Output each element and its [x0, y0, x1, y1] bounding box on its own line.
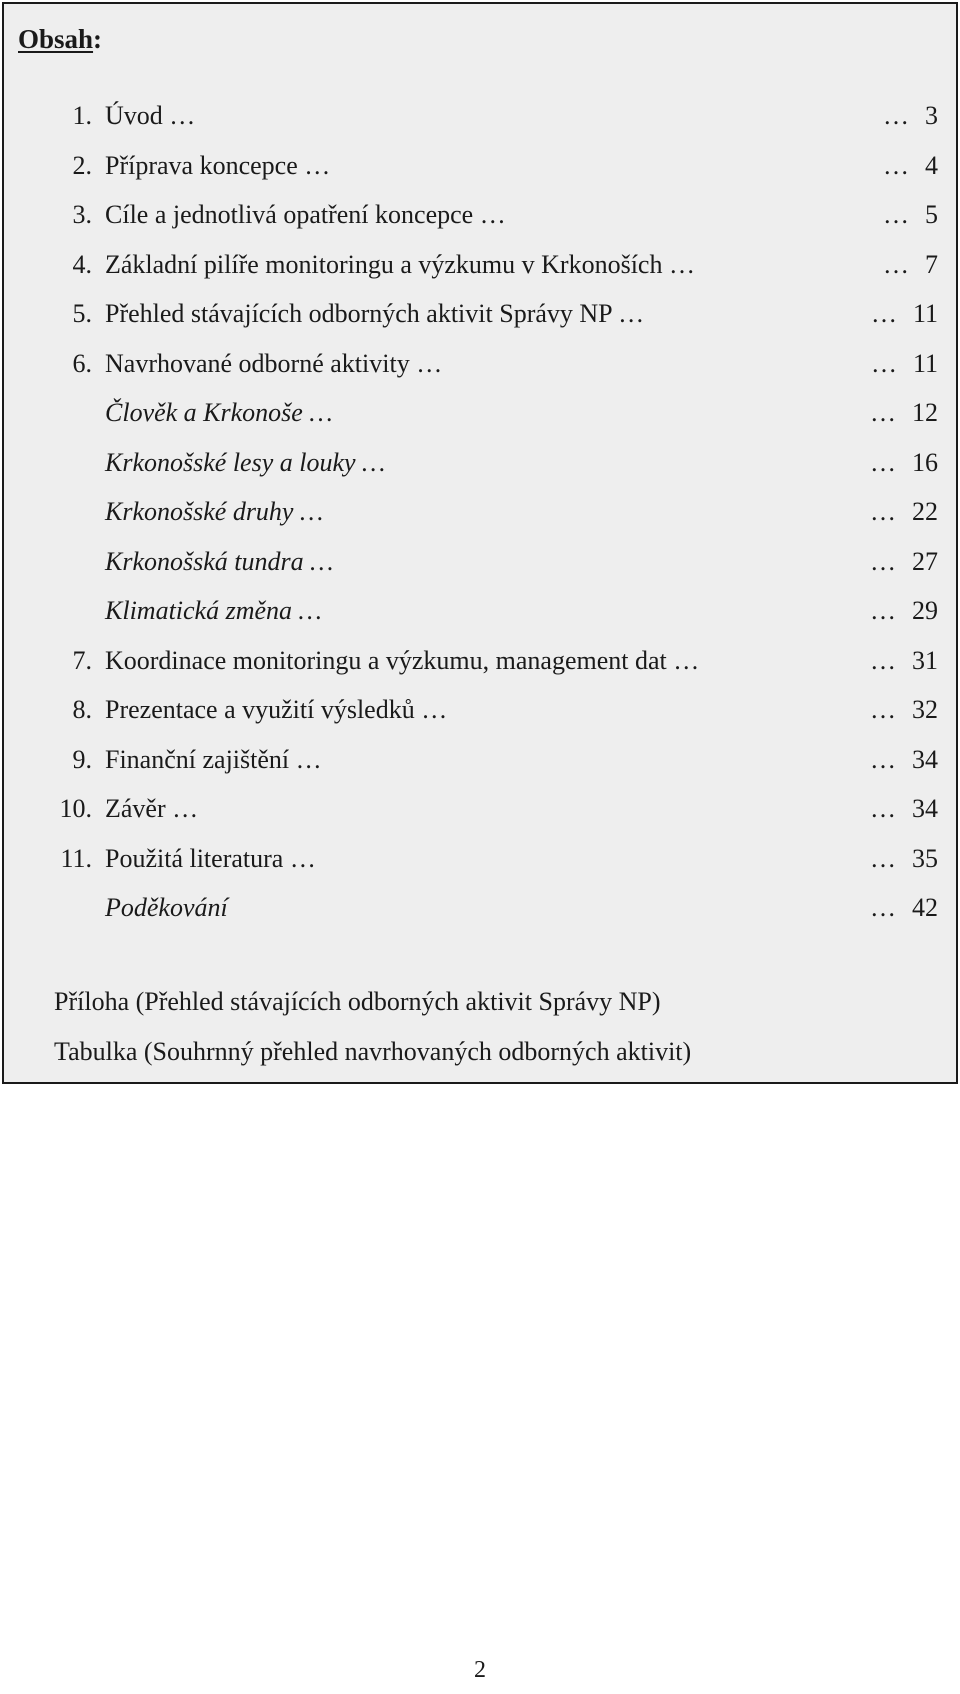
toc-subentry [4, 393, 960, 443]
toc-entry-page: 11 [912, 348, 938, 378]
toc-entry-page: 7 [925, 249, 938, 279]
toc-entry-number: 10. [59, 794, 92, 823]
toc-entry-number: 3. [72, 200, 92, 229]
toc-entry-page: 5 [925, 200, 938, 229]
toc-entry-label: Příprava koncepce … [105, 150, 331, 180]
toc-entry-page: 11 [912, 299, 938, 328]
toc-entry-page: 34 [912, 744, 938, 774]
toc-entry-page-ref [870, 789, 938, 829]
toc-entry-leader: … [870, 843, 896, 873]
toc-appendix-line: Příloha (Přehled stávajících odborných aktivit Správy NP) [54, 987, 661, 1016]
toc-entry-leader: … [870, 546, 896, 576]
toc-entry-label: Koordinace monitoringu a výzkumu, management dat … [105, 645, 700, 675]
toc-entry-number: 4. [72, 249, 92, 279]
toc-subentry [4, 443, 960, 493]
toc-title-text: Obsah [18, 24, 94, 54]
toc-entry-page: 16 [912, 447, 938, 477]
toc-entry-leader: … [870, 348, 897, 378]
toc-entry-page-ref [871, 344, 938, 384]
toc-entry-page-ref [870, 839, 938, 879]
toc-entry-page: 3 [925, 101, 938, 130]
toc-entry [4, 245, 960, 295]
toc-subentry [4, 591, 960, 641]
toc-title [18, 24, 102, 55]
toc-entry-page-ref [883, 146, 938, 186]
page-number: 2 [474, 1657, 486, 1683]
toc-entry [4, 146, 960, 196]
toc-entry-label: Krkonošské druhy … [105, 497, 324, 526]
toc-subentry [4, 492, 960, 542]
toc-entry-page: 29 [912, 596, 938, 625]
toc-entry-page: 32 [912, 695, 938, 724]
toc-entry-label: Závěr … [105, 794, 199, 823]
toc-entry [4, 294, 960, 344]
toc-entry [4, 96, 960, 146]
toc-entry [4, 740, 960, 790]
toc-entry-label: Základní pilíře monitoringu a výzkumu v Krkonoších … [105, 249, 695, 279]
toc-entry-page: 35 [912, 843, 938, 873]
toc-entry-label: Člověk a Krkonoše … [105, 398, 333, 427]
toc-entry-page: 27 [912, 546, 938, 576]
toc-entry-number: 9. [72, 744, 92, 774]
toc-entry-page-ref [870, 888, 938, 928]
toc-entry-label: Finanční zajištění … [105, 744, 322, 774]
toc-entry-leader: … [883, 200, 909, 229]
toc-entry-leader: … [870, 794, 896, 823]
toc-entry-page-ref [883, 195, 938, 235]
toc-entry-page-ref [870, 443, 938, 483]
toc-title-suffix: : [93, 24, 103, 54]
toc-entry-leader: … [870, 893, 896, 922]
toc-entry-label: Klimatická změna … [105, 596, 322, 625]
toc-entry-page-ref [870, 740, 938, 780]
toc-entry-leader: … [870, 497, 896, 526]
toc-entry-leader: … [870, 695, 896, 724]
toc-entry-number: 11. [60, 843, 92, 873]
toc-subentry [4, 888, 960, 938]
toc-subentry [4, 542, 960, 592]
toc-entry-page: 31 [912, 645, 938, 675]
toc-entry [4, 641, 960, 691]
toc-entry-label: Cíle a jednotlivá opatření koncepce … [105, 200, 506, 229]
toc-entry-number: 5. [72, 299, 92, 328]
toc-entry-page: 4 [925, 150, 938, 180]
toc-entry-page: 22 [912, 497, 938, 526]
toc-entry-page: 34 [912, 794, 938, 823]
toc-entries [4, 96, 960, 938]
toc-entry [4, 789, 960, 839]
toc-entry-label: Krkonošské lesy a louky … [105, 447, 386, 477]
toc-entry-leader: … [883, 249, 909, 279]
toc-entry-label: Navrhované odborné aktivity … [105, 348, 443, 378]
toc-entry-page: 12 [912, 398, 938, 427]
toc-entry [4, 344, 960, 394]
toc-entry-page-ref [870, 492, 938, 532]
toc-entry-page: 42 [912, 893, 938, 922]
toc-entry-leader: … [870, 645, 896, 675]
toc-entry-label: Úvod … [105, 101, 196, 130]
toc-entry-number: 2. [72, 150, 92, 180]
toc-entry-leader: … [870, 447, 896, 477]
toc-entry-leader: … [870, 744, 896, 774]
toc-entry-page-ref [870, 641, 938, 681]
toc-entry-page-ref [883, 96, 938, 136]
toc-entry-number: 8. [72, 695, 92, 724]
toc-entry-leader: … [870, 596, 896, 625]
toc-entry-number: 1. [72, 101, 92, 130]
table-of-contents-box [2, 2, 958, 1084]
toc-entry [4, 839, 960, 889]
toc-entry-leader: … [883, 101, 909, 130]
toc-entry-page-ref [870, 393, 938, 433]
toc-entry-label: Krkonošská tundra … [105, 546, 334, 576]
toc-entry-label: Prezentace a využití výsledků … [105, 695, 448, 724]
toc-entry-leader: … [870, 299, 897, 328]
toc-entry-page-ref [871, 294, 938, 334]
toc-entry-page-ref [870, 542, 938, 582]
toc-entry [4, 690, 960, 740]
toc-entry-number: 7. [72, 645, 92, 675]
toc-entry-label: Použitá literatura … [105, 843, 316, 873]
toc-entry-page-ref [883, 245, 938, 285]
toc-entry-leader: … [883, 150, 909, 180]
toc-table-line: Tabulka (Souhrnný přehled navrhovaných odborných aktivit) [54, 1037, 692, 1066]
toc-entry-leader: … [870, 398, 896, 427]
toc-entry [4, 195, 960, 245]
toc-entry-page-ref [870, 591, 938, 631]
toc-entry-number: 6. [72, 348, 92, 378]
toc-entry-label: Poděkování [105, 893, 228, 922]
toc-entry-label: Přehled stávajících odborných aktivit Správy NP … [105, 299, 645, 328]
toc-entry-page-ref [870, 690, 938, 730]
